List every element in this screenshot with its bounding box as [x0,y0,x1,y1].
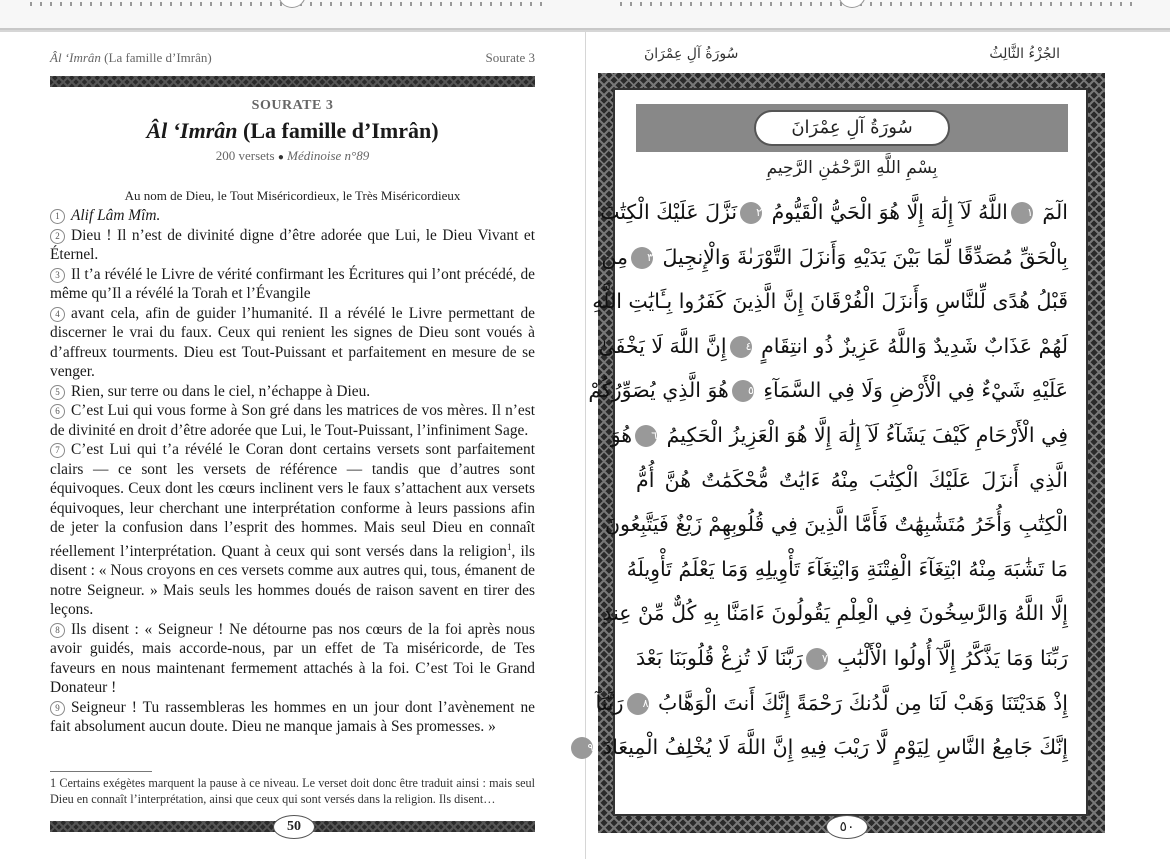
arabic-line [600,190,1068,235]
arabic-segment: اللَّهُ لَآ إِلَٰهَ إِلَّا هُوَ الْحَيُّ الْقَيُّومُ [765,200,1008,224]
mushaf-text-area [587,88,1088,816]
basmala-french: Au nom de Dieu, le Tout Miséricordieux, le Très Miséricordieux [124,188,461,203]
running-head-left: Âl ‘Imrân (La famille d’Imrân) [50,50,212,65]
surah-header: سُورَةُ آلِ عِمْرَانَ [644,46,739,62]
arabic-line [592,279,1068,324]
verse-number: 8 [50,623,65,638]
ornament-knot-left [278,0,306,8]
arabic-line [636,458,1068,503]
ayah-number-marker: ٥ [732,380,754,402]
page-number-arabic: ٥٠ [826,815,868,839]
verse-number: 2 [50,229,65,244]
arabic-text [587,190,1069,770]
verse: 2 Dieu ! Il n’est de divinité digne d’être adorée que Lui, le Dieu Vivant et Éternel. [50,226,535,263]
verse: 4 avant cela, afin de guider l’humanité. Il a révélé le Livre permettant de discerner le vrai du faux. Ceux qui renient les signes de Dieu sont voués à d’affreux tourments. Dieu est Tout-Puissant et parfaitement en mesure de se venger. [50,304,535,380]
arabic-line [602,591,1068,636]
ayah-number-marker: ٧ [806,648,828,670]
ornament-band-top [50,76,535,87]
arabic-segment: الٓمٓ [1035,200,1068,224]
running-head-right: Sourate 3 [485,50,535,65]
page-number: 50 [273,815,315,839]
arabic-line [587,725,1068,770]
verse: 7 C’est Lui qui t’a révélé le Coran dont certains versets sont parfaitement clairs — ce sont les versets de référence — tandis que d’autres sont équivoques. Ceux dont les cœurs inclinent vers le faux s’attachent aux versets équivoques, leur cherchant une interprétation conforme à leurs passions afin de jeter la confusion dans l’esprit des hommes. Mais seul Dieu en connaît réellement l’interprétation. Quant à ceux qui sont versés dans la religion$^1$, ils disent : « Nous croyons en ces versets comme aux autres qui, tous, émanent de notre Seigneur. » Mais seuls les hommes doués de raison savent en tirer des leçons. [50,441,535,619]
arabic-line [636,636,1068,681]
verse-number: 1 [50,209,65,224]
surah-banner [636,104,1068,152]
top-toolbar-strip [0,0,1170,30]
ayah-number-marker: ١ [1011,202,1033,224]
arabic-segment: هُوَ [610,422,633,447]
arabic-segment: قَبْلُ هُدًى لِّلنَّاسِ وَأَنزَلَ الْفُرْقَانَ إِنَّ الَّذِينَ كَفَرُوا بِـَٔايَٰتِ اللَّهِ [592,289,1068,314]
arabic-segment: رَبَّنَآ [595,690,624,715]
verse: 1 Alif Lâm Mîm. [50,206,535,226]
verse-number: 4 [50,307,65,322]
verse-number: 9 [50,701,65,716]
juz-header: الجُزْءُ الثَّالِثُ [989,46,1060,62]
verse: 3 Il t’a révélé le Livre de vérité confirmant les Écritures qui l’ont précédé, de même qu’Il a révélé la Torah et l’Évangile [50,265,535,302]
arabic-line [626,547,1068,592]
arabic-segment: الَّذِي أَنزَلَ عَلَيْكَ الْكِتَٰبَ مِنْهُ ءَايَٰتٌ مُّحْكَمَٰتٌ هُنَّ أُمُّ [636,467,1068,492]
footnote-marker[interactable]: 1 [506,541,512,552]
ayah-number-marker: ٤ [730,336,752,358]
basmala-arabic: بِسْمِ اللَّهِ الرَّحْمَٰنِ الرَّحِيمِ [766,158,938,178]
footnote: 1 Certains exégètes marquent la pause à ce niveau. Le verset doit donc être traduit ainsi : mais seul Dieu en connaît l’interprétation, ainsi que ceux qui sont versés dans la religion. Ils disent… [50,776,535,806]
verse-number: 5 [50,385,65,400]
arabic-line [595,681,1068,726]
ayah-number-marker: ٢ [740,202,762,224]
arabic-line [604,502,1068,547]
arabic-segment: إِنَّ اللَّهَ لَا يَخْفَىٰ [598,333,727,358]
arabic-segment: بِالْحَقِّ مُصَدِّقًا لِّمَا بَيْنَ يَدَيْهِ وَأَنزَلَ التَّوْرَىٰةَ وَالْإِنجِيلَ [656,244,1068,269]
sourate-label: SOURATE 3 [251,98,334,113]
arabic-segment: هُوَ الَّذِي يُصَوِّرُكُمْ [588,378,729,403]
sourate-meta: 200 versets ● Médinoise n°89 [215,148,370,163]
ayah-number-marker: ٣ [631,247,653,269]
surah-title-cartouche: سُورَةُ آلِ عِمْرَانَ [754,110,950,146]
arabic-segment: فِي الْأَرْحَامِ كَيْفَ يَشَآءُ لَآ إِلَٰهَ إِلَّا هُوَ الْعَزِيزُ الْحَكِيمُ [660,422,1068,447]
arabic-segment: إِذْ هَدَيْتَنَا وَهَبْ لَنَا مِن لَّدُنكَ رَحْمَةً إِنَّكَ أَنتَ الْوَهَّابُ [651,690,1068,715]
arabic-line [588,368,1068,413]
arabic-segment: لَهُمْ عَذَابٌ شَدِيدٌ وَاللَّهُ عَزِيزٌ ذُو انتِقَامٍ [754,333,1068,358]
translation-text [50,206,535,737]
verse-number: 6 [50,404,65,419]
sourate-title: Âl ‘Imrân (La famille d’Imrân) [146,118,439,143]
arabic-segment: مِن [601,244,629,269]
french-page [0,32,585,859]
footnote-rule [50,771,152,772]
verse: 6 C’est Lui qui vous forme à Son gré dans les matrices de vos mères. Il n’est de divinité en droit d’être adorée que Lui, le Tout-Puissant, l’infiniment Sage. [50,402,535,439]
arabic-segment: رَبَّنَا لَا تُزِغْ قُلُوبَنَا بَعْدَ [636,645,803,670]
bullet-icon: ● [277,152,284,163]
arabic-segment: إِلَّا اللَّهُ وَالرَّٰسِخُونَ فِي الْعِلْمِ يَقُولُونَ ءَامَنَّا بِهِ كُلٌّ مِّنْ عِندِ [602,601,1068,626]
verse: 5 Rien, sur terre ou dans le ciel, n’échappe à Dieu. [50,382,535,402]
verse-number: 7 [50,443,65,458]
arabic-segment: نَزَّلَ عَلَيْكَ الْكِتَٰبَ [600,200,738,224]
ornamental-frame [587,73,1105,833]
arabic-page [586,32,1170,859]
verse-number: 3 [50,268,65,283]
arabic-line [601,235,1068,280]
ayah-number-marker: ٩ [571,737,593,759]
arabic-segment: الْكِتَٰبِ وَأُخَرُ مُتَشَٰبِهَٰتٌ فَأَمَّا الَّذِينَ فِي قُلُوبِهِمْ زَيْغٌ فَيَتَّبِعُونَ [604,512,1068,537]
arabic-segment: عَلَيْهِ شَيْءٌ فِي الْأَرْضِ وَلَا فِي السَّمَآءِ [756,378,1068,403]
arabic-segment: رَبِّنَا وَمَا يَذَّكَّرُ إِلَّآ أُولُوا الْأَلْبَٰبِ [830,645,1069,670]
ornament-dots-right [620,2,1140,6]
ayah-number-marker: ٨ [627,693,649,715]
arabic-line [610,413,1068,458]
verse: 8 Ils disent : « Seigneur ! Ne détourne pas nos cœurs de la foi après nous avoir guidés, mais accorde-nous, par un effet de Ta miséricorde, de Tes faveurs en nous maintenant fermement attachés à la foi. C’est Toi le Grand Donateur ! [50,620,535,697]
ornament-knot-right [838,0,866,8]
verse: 9 Seigneur ! Tu rassembleras les hommes en un jour dont l’avènement ne fait absolument aucun doute. Dieu ne manque jamais à Ses promesses. » [50,698,535,736]
arabic-segment: إِنَّكَ جَامِعُ النَّاسِ لِيَوْمٍ لَّا رَيْبَ فِيهِ إِنَّ اللَّهَ لَا يُخْلِفُ الْمِيعَادَ [596,735,1068,760]
arabic-line [598,324,1068,369]
arabic-segment: مَا تَشَٰبَهَ مِنْهُ ابْتِغَآءَ الْفِتْنَةِ وَابْتِغَآءَ تَأْوِيلِهِ وَمَا يَعْلَمُ تَأْوِيلَهُ [626,556,1068,581]
ayah-number-marker: ٦ [635,425,657,447]
